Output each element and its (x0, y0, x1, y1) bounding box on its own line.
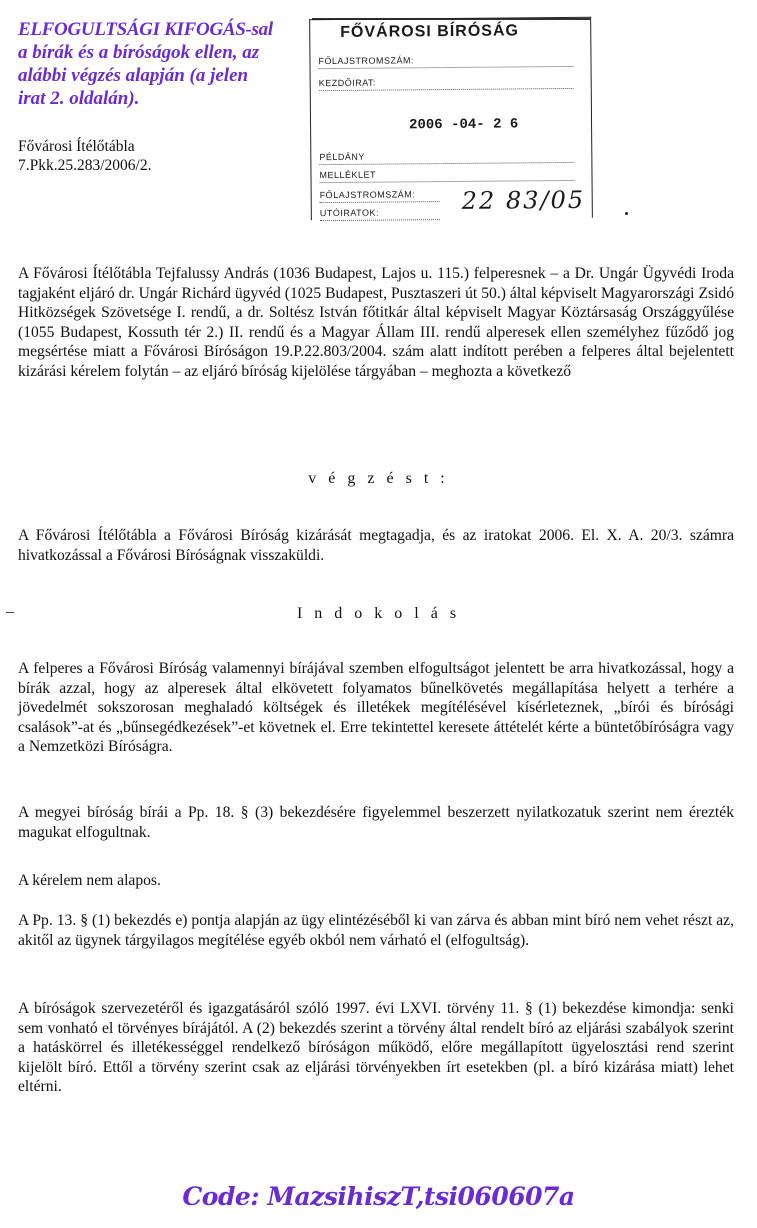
court-name: Fővárosi Ítélőtábla (18, 138, 135, 155)
annotation-line-4: irat 2. oldalán). (18, 88, 140, 109)
stamp-row: UTÓIRATOK: (320, 207, 440, 221)
annotation-line-1: ELFOGULTSÁGI KIFOGÁS-sal (18, 19, 273, 40)
stamp-row: FŐLAJSTROMSZÁM: (318, 54, 573, 69)
stamp-row: PÉLDÁNY (319, 150, 574, 165)
court-header (18, 137, 151, 175)
decision-paragraph: A Fővárosi Ítélőtábla a Fővárosi Bíróság kizárását megtagadja, és az iratokat 2006. El. X. A. 20/3. számra hivatkozással a Fővárosi Bíróságnak visszaküldi. (18, 527, 734, 564)
stamp-row: FŐLAJSTROMSZÁM: (320, 189, 440, 203)
stamp-row: MELLÉKLET (319, 168, 574, 183)
annotation-line-3: alábbi végzés alapján (a jelen (18, 65, 249, 86)
annotation-line-2: a bírák és a bíróságok ellen, az (18, 42, 260, 63)
registry-stamp (309, 17, 593, 220)
reasoning-heading: I n d o k o l á s (296, 605, 461, 622)
reasoning-paragraph-1: A felperes a Fővárosi Bíróság valamennyi bírájával szemben elfogultságot jelentett be arra hivatkozással, hogy a bírák azzal, hogy az alperesek által elkövetett folyamatos bűnelkövetés megállapítása helyett a terhére a jövedelmét sokszorosan meghaladó költségek és illetékek megítélésével kísérleteznek, „bírói és bírósági csalások”-at és „bűnsegédkezések”-et követnek el. Erre tekintettel keresete áttételét kérte a büntetőbíróságra vagy a Nemzetközi Bíróságra. (18, 660, 734, 756)
objection-annotation (18, 18, 298, 110)
stamp-date: 2006 -04- 2 6 (408, 116, 519, 134)
reasoning-paragraph-4: A Pp. 13. § (1) bekezdés e) pontja alapján az ügy elintézéséből ki van zárva és abban mint bíró nem vehet részt az, akitől az ügynek tárgyilagos megítélése egyéb okból nem várható el (elfogultság). (18, 912, 734, 949)
reasoning-paragraph-5: A bíróságok szervezetéről és igazgatásáról szóló 1997. évi LXVI. törvény 11. § (1) bekezdése kimondja: senki sem vonható el törvényes bírájától. A (2) bekezdés szerint a törvény által rendelt bíró az eljárási szabályok szerint a hatáskörrel és illetékességgel rendelkező bíróságon működő, előre megállapított ügyelosztási rend szerint kijelölt bíró. Ettől a törvény szerint csak az eljárási törvényekben írt esetekben (pl. a bíró kizárása miatt) lehet eltérni. (18, 1000, 734, 1096)
intro-paragraph: A Fővárosi Ítélőtábla Tejfalussy András (1036 Budapest, Lajos u. 115.) felperesnek – a Dr. Ungár Ügyvédi Iroda tagjaként eljáró dr. Ungár Richárd ügyvéd (1025 Budapest, Pusztaszeri út 50.) által képviselt Magyarországi Zsidó Hitközségek Szövetsége I. rendű, a dr. Soltész István főtitkár által képviselt Magyar Köztársaság Országgyűlése (1055 Budapest, Kossuth tér 2.) II. rendű és a Magyar Állam III. rendű alperesek ellen személyhez fűződő jog megsértése miatt a Fővárosi Bíróságon 19.P.22.803/2004. szám alatt indított perében a felperes által bejelentett kizárási kérelem folytán – az eljáró bíróság kijelölése tárgyában – meghozta a következő (18, 265, 734, 380)
handwritten-registration-number: 22 83/05 (461, 185, 586, 215)
case-number: 7.Pkk.25.283/2006/2. (18, 157, 152, 174)
stamp-row: KEZDŐIRAT: (319, 76, 574, 91)
footer-code: Code: MazsihiszT,tsi060607a (182, 1182, 575, 1211)
reasoning-paragraph-3: A kérelem nem alapos. (18, 872, 161, 889)
decision-heading: v é g z é s t : (308, 470, 449, 487)
reasoning-paragraph-2: A megyei bíróság bírái a Pp. 18. § (3) bekezdésére figyelemmel beszerzett nyilatkozatuk szerint nem érezték magukat elfogultnak. (18, 804, 734, 841)
stamp-title: FŐVÁROSI BÍRÓSÁG (340, 22, 519, 41)
scan-speck (625, 212, 628, 215)
